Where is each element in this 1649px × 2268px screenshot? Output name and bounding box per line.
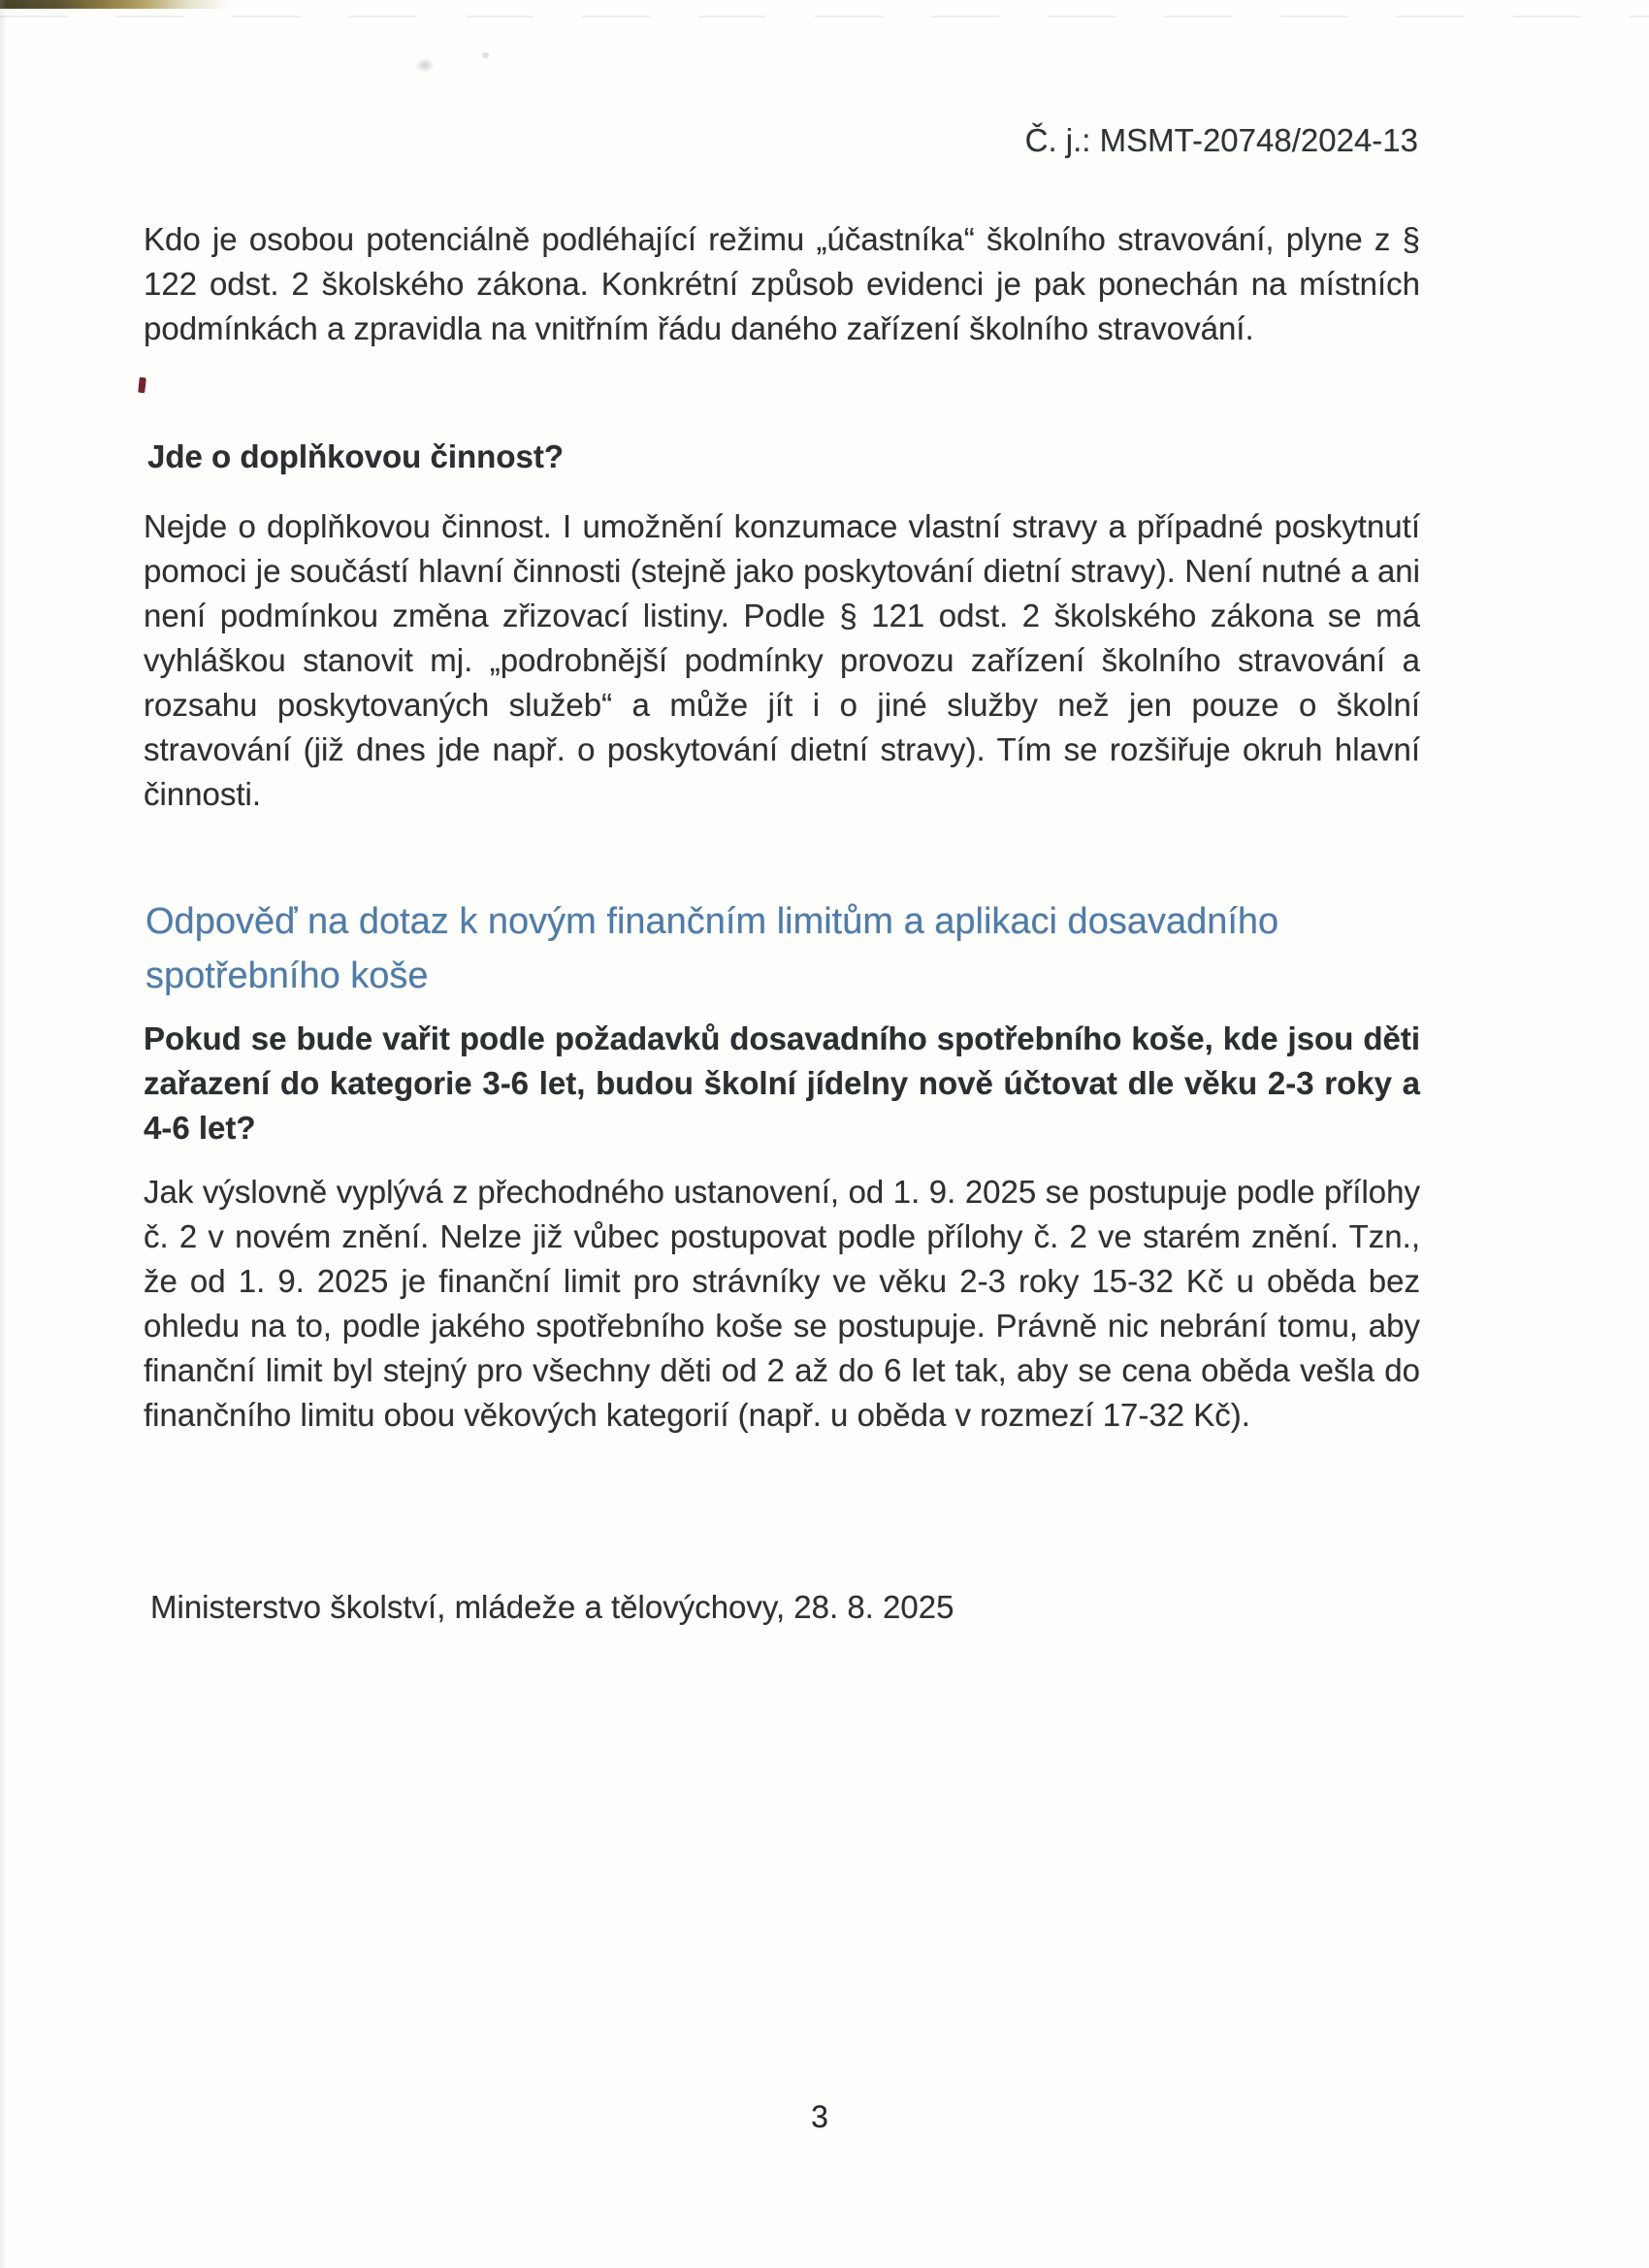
scan-artifact-red-speck <box>138 377 146 394</box>
document-reference-number: Č. j.: MSMT-20748/2024-13 <box>1024 122 1418 158</box>
scan-artifact-gray-smudge <box>415 58 435 73</box>
question2-answer-paragraph: Jak výslovně vyplývá z přechodného ustanovení, od 1. 9. 2025 se postupuje podle přílohy č. 2 v novém znění. Nelze již vůbec postupovat podle přílohy č. 2 ve starém znění. Tzn., že od 1. 9. 2025 je finanční limit pro strávníky ve věku 2-3 roky 15-32 Kč u oběda bez ohledu na to, podle jakého spotřebního koše se postupuje. Právně nic nebrání tomu, aby finanční limit byl stejný pro všechny děti od 2 až do 6 let tak, aby se cena oběda vešla do finančního limitu obou věkových kategorií (např. u oběda v rozmezí 17-32 Kč). <box>144 1174 1420 1433</box>
signature-line: Ministerstvo školství, mládeže a tělovýchovy, 28. 8. 2025 <box>150 1589 954 1625</box>
question2-text: Pokud se bude vařit podle požadavků dosavadního spotřebního koše, kde jsou děti zařazení do kategorie 3-6 let, budou školní jídelny nově účtovat dle věku 2-3 roky a 4-6 let? <box>144 1021 1420 1146</box>
question1-heading: Jde o doplňkovou činnost? <box>147 438 564 474</box>
scan-artifact-top-line <box>0 16 1649 17</box>
page-number: 3 <box>811 2099 828 2134</box>
scan-artifact-gray-dot <box>482 52 489 58</box>
scan-artifact-left-edge <box>0 0 7 2268</box>
question1-answer-paragraph: Nejde o doplňkovou činnost. I umožnění konzumace vlastní stravy a případné poskytnutí pomoci je součástí hlavní činnosti (stejně jako poskytování dietní stravy). Není nutné a ani není podmínkou změna zřizovací listiny. Podle § 121 odst. 2 školského zákona se má vyhláškou stanovit mj. „podrobnější podmínky provozu zařízení školního stravování a rozsahu poskytovaných služeb“ a může jít i o jiné služby než jen pouze o školní stravování (již dnes jde např. o poskytování dietní stravy). Tím se rozšiřuje okruh hlavní činnosti. <box>144 508 1420 812</box>
scan-artifact-top-strip <box>0 0 231 9</box>
topic-heading: Odpověď na dotaz k novým finančním limitům a aplikaci dosavadního spotřebního koše <box>146 901 1279 996</box>
intro-paragraph: Kdo je osobou potenciálně podléhající režimu „účastníka“ školního stravování, plyne z § 122 odst. 2 školského zákona. Konkrétní způsob evidenci je pak ponechán na místních podmínkách a zpravidla na vnitřním řádu daného zařízení školního stravování. <box>144 221 1420 346</box>
